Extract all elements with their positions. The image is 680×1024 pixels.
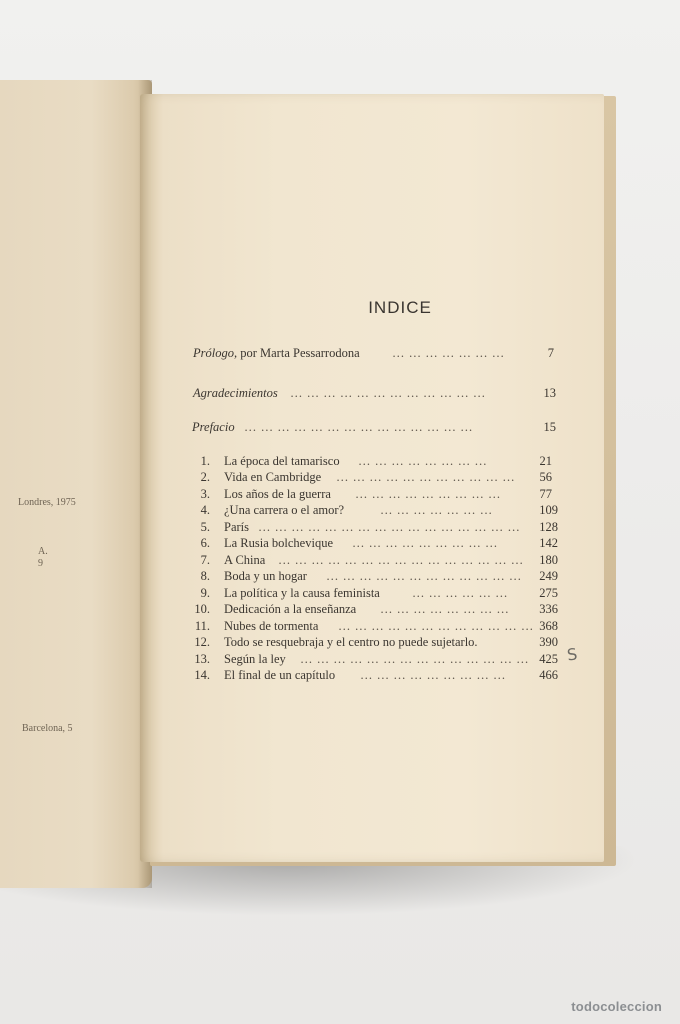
toc-chapter-row [0, 520, 680, 536]
toc-leader-dots: … … … … … … … … [380, 602, 510, 616]
chapter-title: La Rusia bolchevique [224, 536, 333, 550]
toc-entry-label-italic: Prólogo, [193, 346, 238, 360]
toc-chapter-row [0, 536, 680, 552]
left-page-text-3: 9 [38, 558, 43, 569]
chapter-page-number: 390 [539, 635, 558, 649]
chapter-title: Según la ley [224, 652, 286, 666]
chapter-title: Nubes de tormenta [224, 619, 319, 633]
left-page-text-1: Londres, 1975 [18, 497, 76, 508]
toc-entry-agradecimientos [0, 386, 680, 402]
toc-chapter-row [0, 487, 680, 503]
toc-leader-dots: … … … … … … … … … [360, 668, 506, 682]
toc-leader-dots: … … … … … … … … … … … … [326, 569, 522, 583]
chapter-page-number: 128 [539, 520, 558, 534]
chapter-title: París [224, 520, 249, 534]
left-page-text-4: Barcelona, 5 [22, 723, 73, 734]
toc-page-number: 13 [543, 386, 556, 400]
chapter-page-number: 368 [539, 619, 558, 633]
chapter-number: 6. [200, 536, 210, 550]
chapter-title: ¿Una carrera o el amor? [224, 503, 345, 517]
chapter-title: Boda y un hogar [224, 569, 307, 583]
chapter-title: La época del tamarisco [224, 454, 340, 468]
chapter-page-number: 275 [539, 586, 558, 600]
chapter-title: A China [224, 553, 266, 567]
chapter-number: 14. [194, 668, 210, 682]
left-page-text-2: A. [38, 546, 48, 557]
chapter-title: Los años de la guerra [224, 487, 331, 501]
chapter-title: Vida en Cambridge [224, 470, 322, 484]
chapter-page-number: 425 [539, 652, 558, 666]
chapter-number: 10. [194, 602, 210, 616]
toc-entry-label-rest: por Marta Pessarrodona [240, 346, 360, 360]
toc-chapter-row [0, 586, 680, 602]
toc-entry-label: Prefacio [192, 420, 235, 434]
handwritten-annotation: S [565, 644, 579, 665]
chapter-page-number: 109 [539, 503, 558, 517]
chapter-number: 9. [200, 586, 210, 600]
page-title: INDICE [368, 298, 432, 317]
toc-entry-label [193, 346, 360, 361]
chapter-page-number: 249 [539, 569, 558, 583]
toc-entry-prologo [0, 346, 680, 362]
toc-chapter-row [0, 470, 680, 486]
toc-chapter-row [0, 553, 680, 569]
toc-leader-dots: … … … … … … … … … … … … … … [244, 420, 474, 434]
chapter-page-number: 77 [539, 487, 552, 501]
chapter-number: 13. [194, 652, 210, 666]
chapter-number: 5. [200, 520, 210, 534]
chapter-number: 12. [194, 635, 210, 649]
toc-leader-dots: … … … … … … … [392, 346, 505, 360]
toc-leader-dots: … … … … … … … … … … … … [338, 619, 534, 633]
chapter-number: 8. [200, 569, 210, 583]
chapter-title: Dedicación a la enseñanza [224, 602, 357, 616]
toc-leader-dots: … … … … … … … … … … … [336, 470, 516, 484]
chapter-page-number: 21 [539, 454, 552, 468]
toc-leader-dots: … … … … … … … … … … … … … … … … [258, 520, 521, 534]
chapter-number: 7. [200, 553, 210, 567]
chapter-page-number: 142 [539, 536, 558, 550]
toc-leader-dots: … … … … … … … … … … … … … … [300, 652, 530, 666]
watermark: todocoleccion [571, 999, 662, 1014]
chapter-title: La política y la causa feminista [224, 586, 380, 600]
chapter-page-number: 466 [539, 668, 558, 682]
toc-page-number: 7 [547, 346, 554, 360]
toc-leader-dots: … … … … … … … … … [355, 487, 501, 501]
chapter-page-number: 56 [539, 470, 552, 484]
chapter-number: 11. [194, 619, 210, 633]
chapter-number: 4. [200, 503, 210, 517]
toc-leader-dots: … … … … … … … … … [352, 536, 498, 550]
toc-chapter-row [0, 503, 680, 519]
toc-chapter-row [0, 569, 680, 585]
toc-chapter-row [0, 602, 680, 618]
toc-chapter-row [0, 619, 680, 635]
chapter-title: El final de un capítulo [224, 668, 336, 682]
toc-leader-dots: … … … … … … … … [358, 454, 488, 468]
toc-chapter-row [0, 635, 680, 651]
toc-leader-dots: … … … … … … … [380, 503, 493, 517]
toc-leader-dots: … … … … … … … … … … … … … … … [278, 553, 524, 567]
toc-entry-label: Agradecimientos [193, 386, 278, 400]
chapter-title: Todo se resquebraja y el centro no puede sujetarlo. [224, 635, 478, 649]
chapter-number: 1. [200, 454, 210, 468]
chapter-page-number: 180 [539, 553, 558, 567]
chapter-number: 2. [200, 470, 210, 484]
toc-entry-prefacio [0, 420, 680, 436]
toc-chapter-row [0, 668, 680, 684]
chapter-page-number: 336 [539, 602, 558, 616]
chapter-number: 3. [200, 487, 210, 501]
toc-page-number: 15 [543, 420, 556, 434]
toc-leader-dots: … … … … … … [412, 586, 509, 600]
toc-chapter-row [0, 454, 680, 470]
toc-leader-dots: … … … … … … … … … … … … [290, 386, 486, 400]
